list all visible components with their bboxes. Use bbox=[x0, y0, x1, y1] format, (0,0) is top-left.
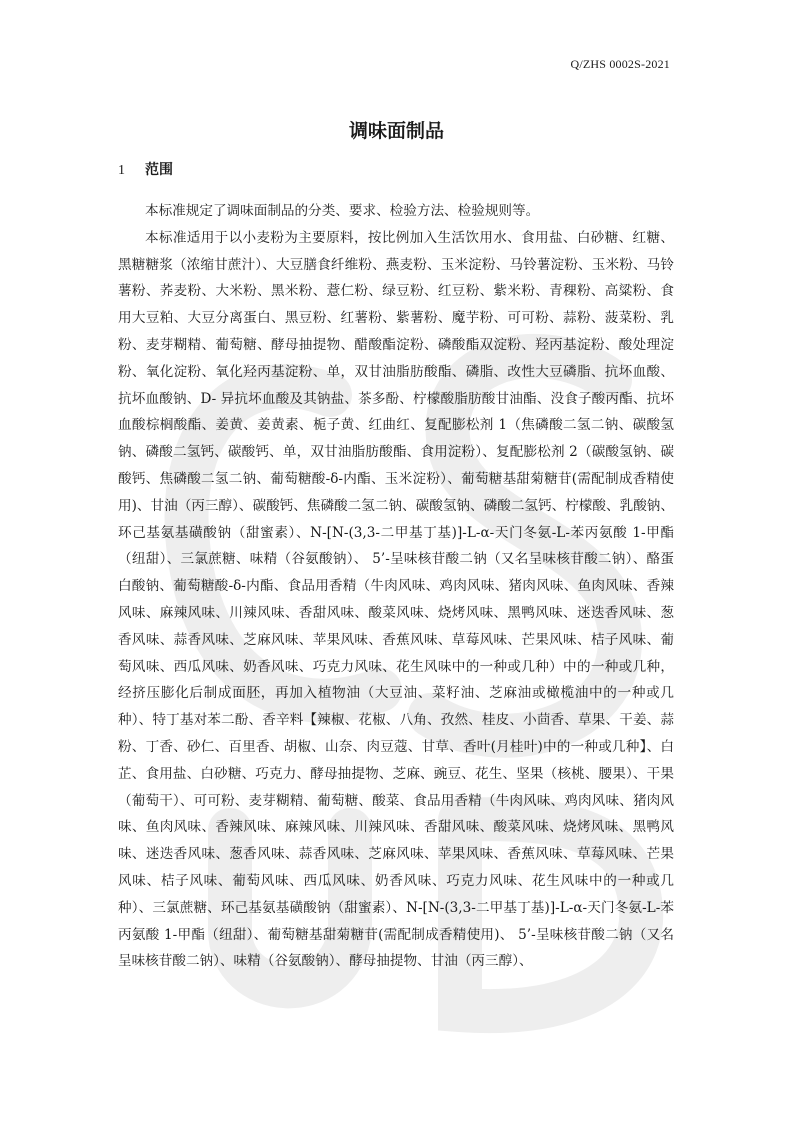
standard-code: Q/ZHS 0002S-2021 bbox=[570, 57, 670, 71]
section-number: 1 bbox=[118, 163, 125, 178]
paragraph-scope-summary: 本标准规定了调味面制品的分类、要求、检验方法、检验规则等。 bbox=[145, 203, 540, 219]
section-heading bbox=[118, 159, 173, 179]
document-title: 调味面制品 bbox=[348, 120, 444, 142]
section-title: 范围 bbox=[145, 162, 173, 178]
body-text bbox=[118, 198, 674, 975]
paragraph-applicability: 本标准适用于以小麦粉为主要原料，按比例加入生活饮用水、食用盐、白砂糖、红糖、黑糖糖浆（浓缩甘蔗汁）、大豆膳食纤维粉、燕麦粉、玉米淀粉、马铃薯淀粉、玉米粉、马铃薯粉、荞麦粉、大米粉、黑米粉、薏仁粉、绿豆粉、红豆粉、紫米粉、青稞粉、高粱粉、食用大豆粕、大豆分离蛋白、黑豆粉、红薯粉、紫薯粉、魔芋粉、可可粉、蒜粉、菠菜粉、乳粉、麦芽糊精、葡萄糖、酵母抽提物、醋酸酯淀粉、磷酸酯双淀粉、羟丙基淀粉、酸处理淀粉、氧化淀粉、氧化羟丙基淀粉、单，双甘油脂肪酸酯、磷脂、改性大豆磷脂、抗坏血酸、抗坏血酸钠、D- 异抗坏血酸及其钠盐、茶多酚、柠檬酸脂肪酸甘油酯、没食子酸丙酯、抗坏血酸棕榈酸酯、姜黄、姜黄素、栀子黄、红曲红、复配膨松剂 1（焦磷酸二氢二钠、碳酸氢钠、磷酸二氢钙、碳酸钙、单，双甘油脂肪酸酯、食用淀粉）、复配膨松剂 2（碳酸氢钠、碳酸钙、焦磷酸二氢二钠、葡萄糖酸-δ-内酯、玉米淀粉）、葡萄糖基甜菊糖苷(需配制成香精使用)、甘油（丙三醇）、碳酸钙、焦磷酸二氢二钠、碳酸氢钠、磷酸二氢钙、柠檬酸、乳酸钠、环己基氨基磺酸钠（甜蜜素）、N-[N-(3,3-二甲基丁基)]-L-α-天门冬氨-L-苯丙氨酸 1-甲酯（纽甜）、三氯蔗糖、味精（谷氨酸钠）、 5’-呈味核苷酸二钠（又名呈味核苷酸二钠）、酪蛋白酸钠、葡萄糖酸-δ-内酯、食品用香精（牛肉风味、鸡肉风味、猪肉风味、鱼肉风味、香辣风味、麻辣风味、川辣风味、香甜风味、酸菜风味、烧烤风味、黑鸭风味、迷迭香风味、葱香风味、蒜香风味、芝麻风味、苹果风味、香蕉风味、草莓风味、芒果风味、桔子风味、葡萄风味、西瓜风味、奶香风味、巧克力风味、花生风味中的一种或几种）中的一种或几种，经挤压膨化后制成面胚，再加入植物油（大豆油、菜籽油、芝麻油或橄榄油中的一种或几种）、特丁基对苯二酚、香辛料【辣椒、花椒、八角、孜然、桂皮、小茴香、草果、干姜、蒜粉、丁香、砂仁、百里香、胡椒、山奈、肉豆蔻、甘草、香叶(月桂叶)中的一种或几种】、白芷、食用盐、白砂糖、巧克力、酵母抽提物、芝麻、豌豆、花生、坚果（核桃、腰果）、干果（葡萄干）、可可粉、麦芽糊精、葡萄糖、酸菜、食品用香精（牛肉风味、鸡肉风味、猪肉风味、鱼肉风味、香辣风味、麻辣风味、川辣风味、香甜风味、酸菜风味、烧烤风味、黑鸭风味、迷迭香风味、葱香风味、蒜香风味、芝麻风味、苹果风味、香蕉风味、草莓风味、芒果风味、桔子风味、葡萄风味、西瓜风味、奶香风味、巧克力风味、花生风味中的一种或几种）、三氯蔗糖、环己基氨基磺酸钠（甜蜜素）、N-[N-(3,3-二甲基丁基)]-L-α-天门冬氨-L-苯丙氨酸 1-甲酯（纽甜）、葡萄糖基甜菊糖苷(需配制成香精使用)、 5’-呈味核苷酸二钠（又名呈味核苷酸二钠）、味精（谷氨酸钠）、酵母抽提物、甘油（丙三醇）、 bbox=[118, 229, 674, 970]
